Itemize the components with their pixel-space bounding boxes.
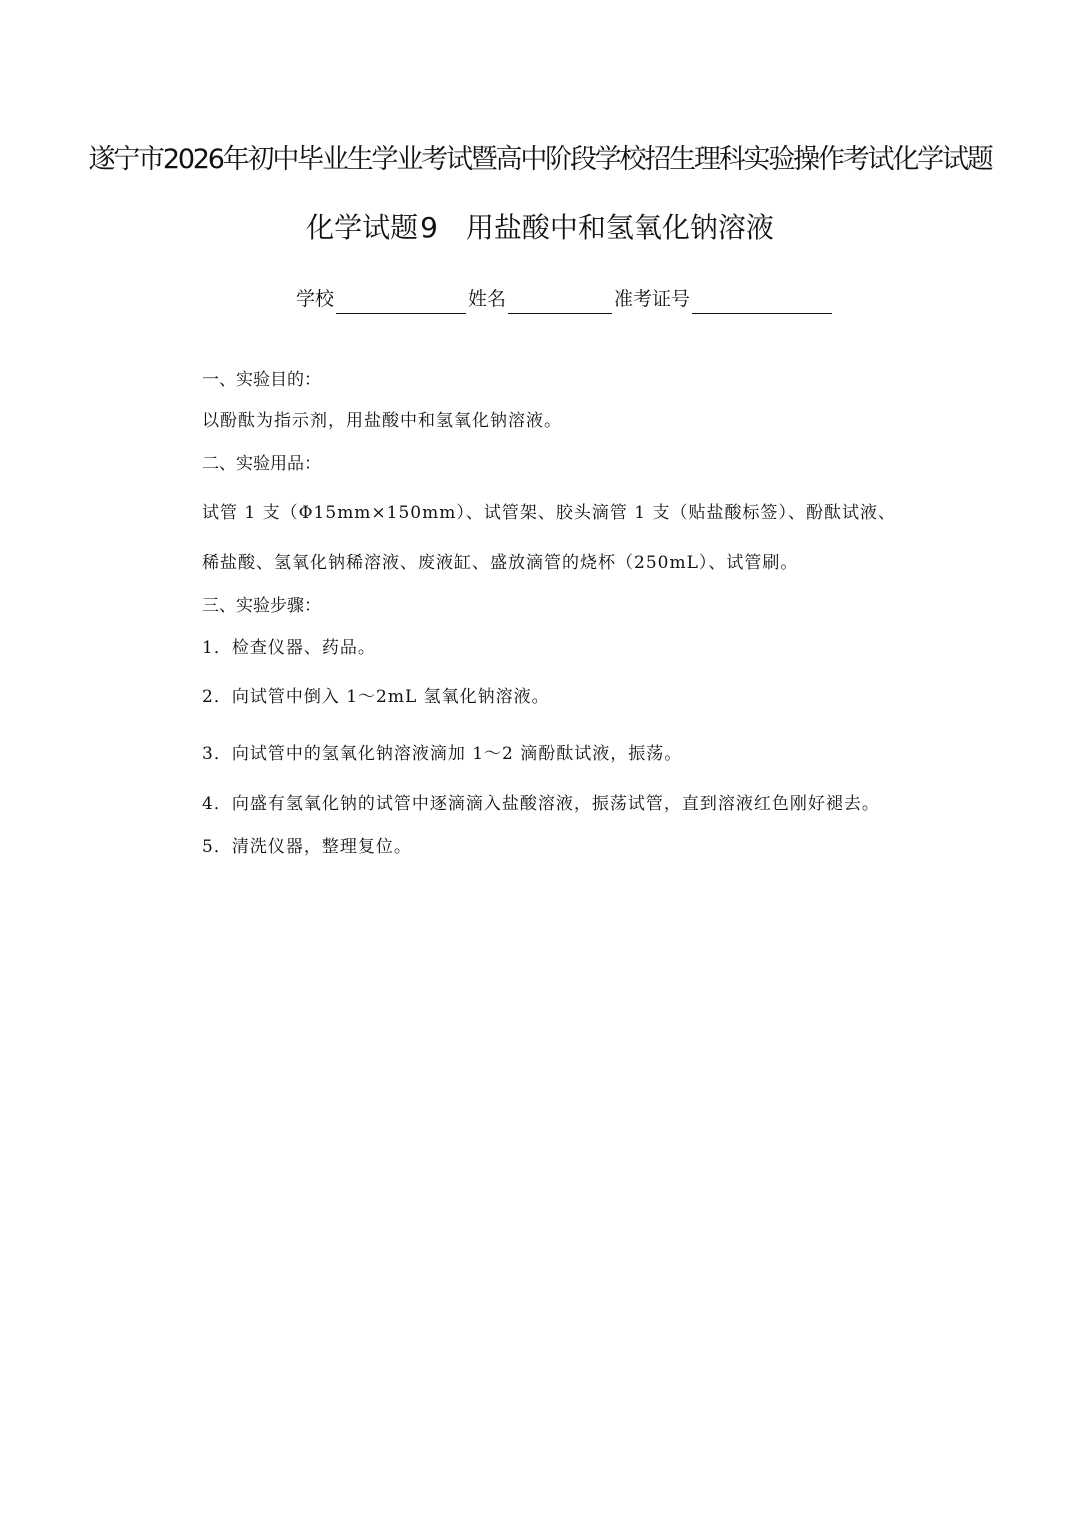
experiment-title [0, 208, 1080, 248]
experiment-topic: 用盐酸中和氢氧化钠溶液 [465, 211, 774, 244]
exam-id-field[interactable] [692, 291, 832, 314]
school-label: 学校 [296, 288, 335, 310]
school-field[interactable] [336, 291, 466, 314]
step-item: 1．检查仪器、药品。 [202, 638, 376, 658]
experiment-title-prefix: 化学试题 [306, 211, 419, 244]
candidate-info-fields [296, 284, 834, 314]
materials-line-1: 试管 1 支（Φ15mm×150mm）、试管架、胶头滴管 1 支（贴盐酸标签）、酚酞试液、 [202, 503, 896, 523]
page-title: 遂宁市2026年初中毕业生学业考试暨高中阶段学校招生理科实验操作考试化学试题 [88, 144, 992, 175]
name-label: 姓名 [468, 288, 507, 310]
materials-heading: 二、实验用品： [202, 454, 321, 474]
steps-heading: 三、实验步骤： [202, 596, 321, 616]
step-item: 5．清洗仪器，整理复位。 [202, 837, 412, 857]
name-field[interactable] [508, 291, 612, 314]
materials-line-2: 稀盐酸、氢氧化钠稀溶液、废液缸、盛放滴管的烧杯（250mL）、试管刷。 [202, 553, 799, 573]
step-item: 2．向试管中倒入 1～2mL 氢氧化钠溶液。 [202, 687, 550, 707]
experiment-number: 9 [420, 211, 438, 244]
step-item: 4．向盛有氢氧化钠的试管中逐滴滴入盐酸溶液，振荡试管，直到溶液红色刚好褪去。 [202, 794, 880, 814]
purpose-text: 以酚酞为指示剂，用盐酸中和氢氧化钠溶液。 [202, 411, 562, 431]
step-item: 3．向试管中的氢氧化钠溶液滴加 1～2 滴酚酞试液，振荡。 [202, 744, 683, 764]
purpose-heading: 一、实验目的： [202, 370, 321, 390]
exam-id-label: 准考证号 [614, 288, 691, 310]
